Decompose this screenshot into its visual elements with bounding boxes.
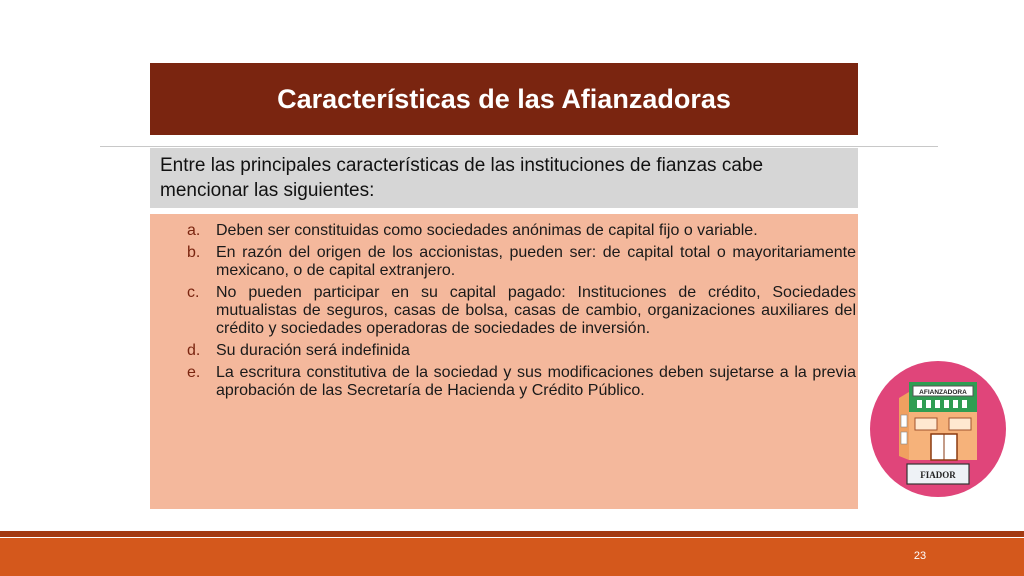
divider-line xyxy=(100,146,938,147)
list-item-d xyxy=(187,342,858,360)
list-item-b xyxy=(187,244,858,280)
list-marker: e. xyxy=(187,364,201,381)
intro-text-line2: mencionar las siguientes: xyxy=(160,180,375,201)
building-sign-text: AFIANZADORA xyxy=(919,389,967,396)
list-marker: a. xyxy=(187,222,201,239)
list-item-c xyxy=(187,284,858,338)
list-marker: b. xyxy=(187,244,201,261)
characteristics-list xyxy=(150,214,858,509)
page-number: 23 xyxy=(913,550,927,562)
list-item-text: No pueden participar en su capital pagado: Instituciones de crédito, Sociedades mutualistas de seguros, casas de bolsa, casas de cambio, organizaciones auxiliares del crédito y sociedades operadoras de sociedades de inversión. xyxy=(216,284,856,337)
intro-text-line1: Entre las principales características de las instituciones de fianzas cabe xyxy=(160,155,764,176)
afianzadora-illustration xyxy=(869,360,1007,498)
footer-bar xyxy=(0,538,1024,576)
list-marker: c. xyxy=(187,284,200,301)
title-banner xyxy=(150,63,858,135)
list-item-text: En razón del origen de los accionistas, pueden ser: de capital total o mayoritariamente mexicano, o de capital extranjero. xyxy=(216,244,856,279)
list-marker: d. xyxy=(187,342,201,359)
list-item-text: La escritura constitutiva de la sociedad y sus modificaciones deben sujetarse a la previa aprobación de las Secretaría de Hacienda y Crédito Público. xyxy=(216,364,856,399)
list-item-a xyxy=(187,222,858,240)
slide-title: Características de las Afianzadoras xyxy=(277,83,731,114)
building-icon xyxy=(869,360,1007,498)
list-item-text: Deben ser constituidas como sociedades anónimas de capital fijo o variable. xyxy=(216,222,758,239)
list-item-text: Su duración será indefinida xyxy=(216,342,410,359)
plaque-text: FIADOR xyxy=(920,470,956,480)
list-item-e xyxy=(187,364,858,400)
intro-box xyxy=(150,148,858,208)
footer-stripe xyxy=(0,531,1024,537)
